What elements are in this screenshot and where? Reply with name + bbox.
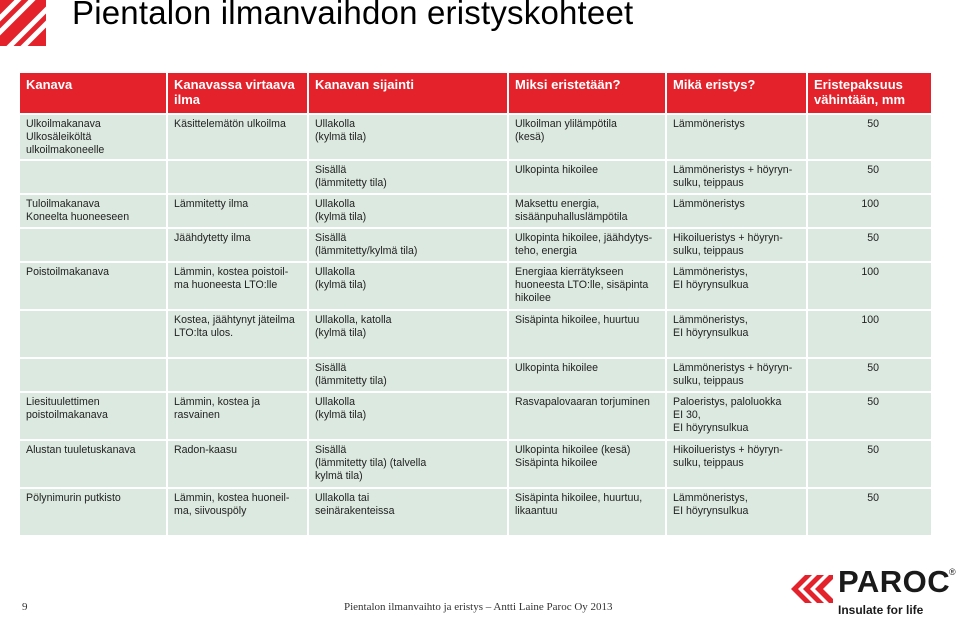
table-cell: Ullakolla tai seinärakenteissa bbox=[308, 488, 508, 536]
table-row bbox=[19, 488, 932, 536]
table-cell: Lämmitetty ilma bbox=[167, 194, 308, 228]
table-cell bbox=[19, 310, 167, 358]
table-cell: 100 bbox=[807, 310, 932, 358]
table-cell: Rasvapalovaaran torjuminen bbox=[508, 392, 666, 440]
column-header: Mikä eristys? bbox=[666, 72, 807, 114]
table-cell bbox=[19, 358, 167, 392]
table-cell: Ulkopinta hikoilee bbox=[508, 358, 666, 392]
table-cell: Lämmin, kostea ja rasvainen bbox=[167, 392, 308, 440]
footer-text: Pientalon ilmanvaihto ja eristys – Antti Laine Paroc Oy 2013 bbox=[344, 601, 613, 613]
table-header-row bbox=[19, 72, 932, 114]
paroc-logo-mark-icon bbox=[791, 568, 833, 610]
column-header: Eristepaksuus vähintään, mm bbox=[807, 72, 932, 114]
table-row bbox=[19, 160, 932, 194]
table-cell: 50 bbox=[807, 358, 932, 392]
table-cell: Sisäpinta hikoilee, huurtuu, likaantuu bbox=[508, 488, 666, 536]
table-cell: Ulkoilmakanava Ulkosäleiköltä ulkoilmakoneelle bbox=[19, 114, 167, 160]
table-cell: Kostea, jäähtynyt jäteilma LTO:lta ulos. bbox=[167, 310, 308, 358]
table-row bbox=[19, 262, 932, 310]
table-row bbox=[19, 114, 932, 160]
insulation-table bbox=[18, 71, 933, 537]
table-row bbox=[19, 358, 932, 392]
page-title: Pientalon ilmanvaihdon eristyskohteet bbox=[72, 0, 634, 31]
corner-stripe-logo bbox=[0, 0, 46, 46]
table-cell: Poistoilmakanava bbox=[19, 262, 167, 310]
table-cell: Ullakolla (kylmä tila) bbox=[308, 392, 508, 440]
table-cell bbox=[19, 160, 167, 194]
table-cell: Lämmöneristys + höyryn- sulku, teippaus bbox=[666, 358, 807, 392]
table-cell bbox=[167, 160, 308, 194]
table-cell: Lämmöneristys, EI höyrynsulkua bbox=[666, 262, 807, 310]
table-cell: Käsittelemätön ulkoilma bbox=[167, 114, 308, 160]
table-cell: Hikoilueristys + höyryn- sulku, teippaus bbox=[666, 228, 807, 262]
registered-mark: ® bbox=[949, 567, 956, 577]
table-cell: Lämmöneristys, EI höyrynsulkua bbox=[666, 310, 807, 358]
table-cell: Ulkoilman ylilämpötila (kesä) bbox=[508, 114, 666, 160]
table-cell bbox=[19, 228, 167, 262]
table-cell: 50 bbox=[807, 488, 932, 536]
table-cell: 50 bbox=[807, 392, 932, 440]
table-cell: 50 bbox=[807, 228, 932, 262]
table-cell: Radon-kaasu bbox=[167, 440, 308, 488]
table-cell: Lämmöneristys bbox=[666, 194, 807, 228]
table-cell: Lämmöneristys bbox=[666, 114, 807, 160]
table-cell bbox=[167, 358, 308, 392]
table-cell: 50 bbox=[807, 160, 932, 194]
table-cell: Paloeristys, paloluokka EI 30, EI höyrynsulkua bbox=[666, 392, 807, 440]
table-cell: Ullakolla (kylmä tila) bbox=[308, 194, 508, 228]
table-row bbox=[19, 440, 932, 488]
table-cell: Liesituulettimen poistoilmakanava bbox=[19, 392, 167, 440]
table-cell: Sisällä (lämmitetty tila) (talvella kylmä tila) bbox=[308, 440, 508, 488]
table-cell: Alustan tuuletuskanava bbox=[19, 440, 167, 488]
table-body bbox=[19, 114, 932, 536]
table-cell: Ulkopinta hikoilee, jäähdytys- teho, energia bbox=[508, 228, 666, 262]
table-cell: Sisäpinta hikoilee, huurtuu bbox=[508, 310, 666, 358]
column-header: Miksi eristetään? bbox=[508, 72, 666, 114]
table-row bbox=[19, 228, 932, 262]
brand-tagline: Insulate for life bbox=[838, 603, 924, 617]
table-row bbox=[19, 310, 932, 358]
column-header: Kanavan sijainti bbox=[308, 72, 508, 114]
table-cell: Ullakolla (kylmä tila) bbox=[308, 262, 508, 310]
table-cell: Pölynimurin putkisto bbox=[19, 488, 167, 536]
table-cell: Tuloilmakanava Koneelta huoneeseen bbox=[19, 194, 167, 228]
table-cell: Ulkopinta hikoilee (kesä) Sisäpinta hikoilee bbox=[508, 440, 666, 488]
table-cell: Lämmöneristys + höyryn- sulku, teippaus bbox=[666, 160, 807, 194]
table-cell: Sisällä (lämmitetty tila) bbox=[308, 160, 508, 194]
page-number: 9 bbox=[22, 601, 28, 613]
table-cell: Sisällä (lämmitetty/kylmä tila) bbox=[308, 228, 508, 262]
table-cell: Ulkopinta hikoilee bbox=[508, 160, 666, 194]
table-cell: 50 bbox=[807, 440, 932, 488]
table-cell: 100 bbox=[807, 262, 932, 310]
table-cell: Ullakolla, katolla (kylmä tila) bbox=[308, 310, 508, 358]
table-cell: Sisällä (lämmitetty tila) bbox=[308, 358, 508, 392]
table-row bbox=[19, 194, 932, 228]
column-header: Kanavassa virtaava ilma bbox=[167, 72, 308, 114]
table-cell: Lämmin, kostea poistoil- ma huoneesta LTO:lle bbox=[167, 262, 308, 310]
brand-name: PAROC bbox=[838, 564, 951, 599]
table-cell: Lämmin, kostea huoneil- ma, siivouspöly bbox=[167, 488, 308, 536]
table-row bbox=[19, 392, 932, 440]
table-cell: Maksettu energia, sisäänpuhalluslämpötila bbox=[508, 194, 666, 228]
column-header: Kanava bbox=[19, 72, 167, 114]
table-cell: Jäähdytetty ilma bbox=[167, 228, 308, 262]
table-cell: Hikoilueristys + höyryn- sulku, teippaus bbox=[666, 440, 807, 488]
table-cell: 100 bbox=[807, 194, 932, 228]
table-cell: Energiaa kierrätykseen huoneesta LTO:lle, sisäpinta hikoilee bbox=[508, 262, 666, 310]
table-cell: Ullakolla (kylmä tila) bbox=[308, 114, 508, 160]
table-cell: 50 bbox=[807, 114, 932, 160]
table-cell: Lämmöneristys, EI höyrynsulkua bbox=[666, 488, 807, 536]
